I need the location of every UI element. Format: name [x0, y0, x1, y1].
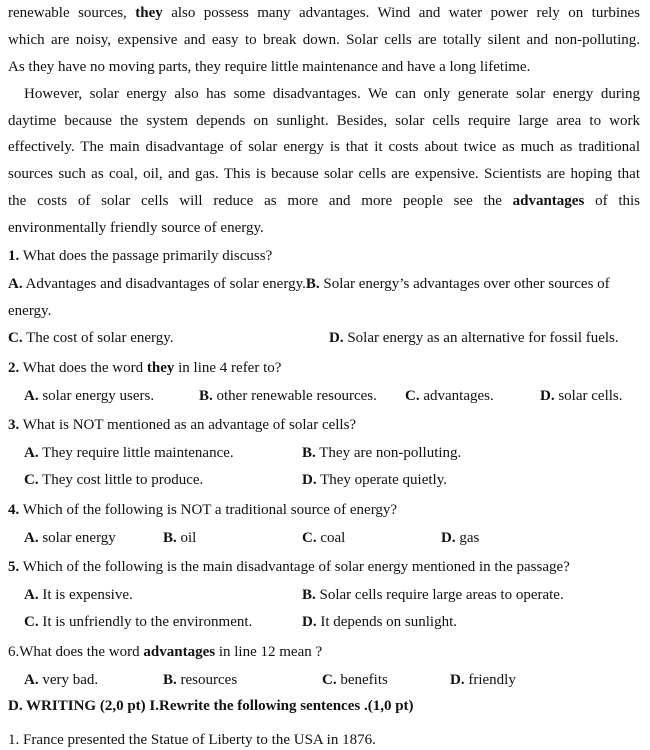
question-5-option-c: C. It is unfriendly to the environment.: [24, 614, 253, 630]
question-3-option-a: A. They require little maintenance.: [24, 445, 234, 461]
question-5-option-a: A. It is expensive.: [24, 587, 133, 603]
passage-line-2: which are noisy, expensive and easy to break down. Solar cells are totally silent and non-polluting.: [8, 32, 640, 48]
question-4-option-d: D. gas: [441, 530, 480, 546]
writing-sentence-1: 1. France presented the Statue of Liberty to the USA in 1876.: [8, 732, 376, 748]
passage-line-5: daytime because the system depends on sunlight. Besides, solar cells require large area to work: [8, 113, 640, 129]
question-5-option-d: D. It depends on sunlight.: [302, 614, 457, 630]
question-2-option-a: A. solar energy users.: [24, 388, 155, 404]
passage-line-3: As they have no moving parts, they require little maintenance and have a long lifetime.: [8, 59, 531, 75]
passage-line-1: renewable sources, they also possess many advantages. Wind and water power rely on turbines: [8, 5, 640, 21]
passage-line-6: effectively. The main disadvantage of solar energy is that it costs about twice as much as traditional: [8, 139, 640, 155]
passage-line-7: sources such as coal, oil, and gas. This is because solar cells are expensive. Scientists are hoping that: [8, 166, 640, 182]
question-3: 3. What is NOT mentioned as an advantage of solar cells?: [8, 417, 357, 433]
question-5: 5. Which of the following is the main disadvantage of solar energy mentioned in the passage?: [8, 559, 570, 575]
question-1: 1. What does the passage primarily discuss?: [8, 248, 273, 264]
question-6-option-d: D. friendly: [450, 672, 516, 688]
question-1-options-ab: A. Advantages and disadvantages of solar energy.B. Solar energy’s advantages over other sources of: [8, 276, 610, 292]
question-1-option-d: D. Solar energy as an alternative for fossil fuels.: [329, 330, 619, 346]
question-2-option-c: C. advantages.: [405, 388, 494, 404]
writing-section-heading: D. WRITING (2,0 pt) I.Rewrite the following sentences .(1,0 pt): [8, 698, 414, 714]
question-1-option-b-continued: energy.: [8, 303, 52, 319]
question-6-option-b: B. resources: [163, 672, 238, 688]
question-4-option-a: A. solar energy: [24, 530, 116, 546]
question-2-option-d: D. solar cells.: [540, 388, 623, 404]
question-3-option-c: C. They cost little to produce.: [24, 472, 204, 488]
question-2-option-b: B. other renewable resources.: [199, 388, 377, 404]
passage-line-4: However, solar energy also has some disadvantages. We can only generate solar energy during: [24, 86, 640, 102]
question-1-option-c: C. The cost of solar energy.: [8, 330, 174, 346]
question-6-option-c: C. benefits: [322, 672, 388, 688]
passage-line-8: the costs of solar cells will reduce as more and more people see the advantages of this: [8, 193, 640, 209]
question-3-option-b: B. They are non-polluting.: [302, 445, 462, 461]
question-4-option-c: C. coal: [302, 530, 346, 546]
question-6: 6.What does the word advantages in line 12 mean ?: [8, 644, 323, 660]
question-6-option-a: A. very bad.: [24, 672, 99, 688]
passage-line-9: environmentally friendly source of energy.: [8, 220, 264, 236]
question-3-option-d: D. They operate quietly.: [302, 472, 447, 488]
question-4-option-b: B. oil: [163, 530, 197, 546]
question-4: 4. Which of the following is NOT a traditional source of energy?: [8, 502, 398, 518]
question-2: 2. What does the word they in line 4 refer to?: [8, 360, 282, 376]
question-5-option-b: B. Solar cells require large areas to operate.: [302, 587, 564, 603]
